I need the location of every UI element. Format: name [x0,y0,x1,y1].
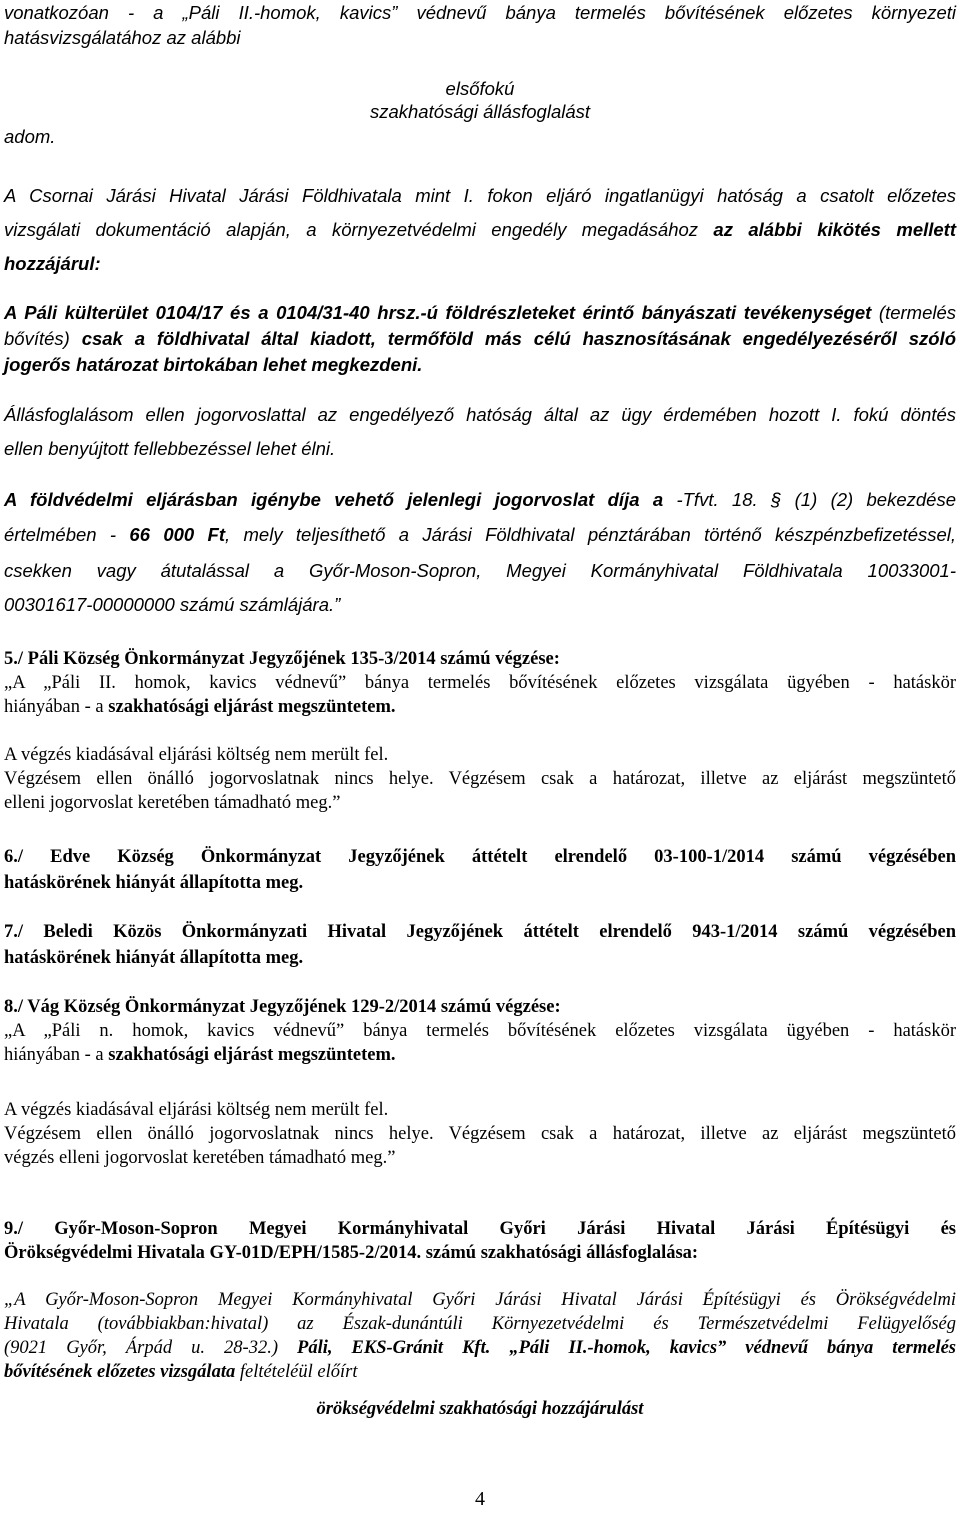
foldhivatal-p4-line-2a: értelmében - [4,524,117,545]
intro-line-2: hatásvizsgálatához az alábbi [4,27,241,48]
intro-line-1: vonatkozóan - a „Páli II.-homok, kavics” védnevű bánya termelés bővítésének előzetes környezeti [4,2,956,23]
section-5-line-2 [4,697,396,718]
section-9-quote-line-1: „A Győr-Moson-Sopron Megyei Kormányhivatal Győri Járási Hivatal Járási Építésügyi és Örökségvédelmi [4,1290,956,1310]
foldhivatal-p2-line-2a: bővítés) [4,328,70,349]
section-8-line-3: A végzés kiadásával eljárási költség nem merült fel. [4,1100,389,1120]
foldhivatal-p1-line-2a: vizsgálati dokumentáció alapján, a környezetvédelmi engedély megadásához [4,219,699,240]
section-9-line-1: 9./ Győr-Moson-Sopron Megyei Kormányhivatal Győri Járási Hivatal Járási Építésügyi és [4,1219,956,1239]
section-5-heading: 5./ Páli Község Önkormányzat Jegyzőjének 135-3/2014 számú végzése: [4,649,560,669]
section-6-line-1: 6./ Edve Község Önkormányzat Jegyzőjének áttételt elrendelő 03-100-1/2014 számú végzésében [4,847,956,867]
section-7-line-1: 7./ Beledi Közös Önkormányzati Hivatal Jegyzőjének áttételt elrendelő 943-1/2014 számú végzésében [4,922,956,942]
foldhivatal-p4-line-3: csekken vagy átutalással a Győr-Moson-Sopron, Megyei Kormányhivatal Földhivatala 10033001- [4,560,956,581]
intro-adom: adom. [4,126,56,147]
section-5-line-4: Végzésem ellen önálló jogorvoslatnak nincs helye. Végzésem csak a határozat, illetve az eljárást megszüntető [4,769,956,789]
section-9-closing: örökségvédelmi szakhatósági hozzájárulást [316,1399,644,1419]
section-8-line-4: Végzésem ellen önálló jogorvoslatnak nincs helye. Végzésem csak a határozat, illetve az eljárást megszüntető [4,1124,956,1144]
section-5-line-2a: hiányában - a [4,697,104,717]
foldhivatal-p2-line-2 [4,328,956,349]
section-5-line-2b: szakhatósági eljárást megszüntetem. [108,697,396,717]
foldhivatal-p4-line-1b: -Tfvt. 18. § (1) (2) bekezdése [676,489,956,510]
foldhivatal-p4-line-2 [4,524,956,545]
foldhivatal-p1-line-2 [4,219,956,240]
foldhivatal-p2-line-2b: csak a földhivatal által kiadott, termőföld más célú hasznosításának engedélyezéséről szóló [81,328,956,349]
foldhivatal-p3-line-2: ellen benyújtott fellebbezéssel lehet élni. [4,438,336,459]
section-9-quote-line-2: Hivatala (továbbiakban:hivatal) az Észak-dunántúli Környezetvédelmi és Természetvédelmi Felügyelőség [4,1314,956,1334]
section-9-quote-line-4b: feltételéül előírt [239,1362,358,1382]
section-8-line-1: „A „Páli n. homok, kavics védnevű” bánya termelés bővítésének előzetes vizsgálata ügyében - hatáskör [4,1021,956,1041]
foldhivatal-p3-line-1: Állásfoglalásom ellen jogorvoslattal az engedélyező hatóság által az ügy érdemében hozott I. fokú döntés [4,404,956,425]
section-9-line-2b: számú szakhatósági állásfoglalása: [425,1243,699,1263]
section-9-quote-line-4a: bővítésének előzetes vizsgálata [4,1362,236,1382]
foldhivatal-p4-line-2c: , mely teljesíthető a Járási Földhivatal pénztárában történő készpénzbefizetéssel, [225,524,957,545]
foldhivatal-p4-line-1 [4,489,956,510]
section-6-line-2: hatáskörének hiányát állapította meg. [4,873,304,893]
foldhivatal-p4-line-1a: A földvédelmi eljárásban igénybe vehető jelenlegi jogorvoslat díja a [4,489,664,510]
foldhivatal-p2-line-3: jogerős határozat birtokában lehet megkezdeni. [4,354,423,375]
foldhivatal-p4-line-4: 00301617-00000000 számú számlájára.” [4,594,341,615]
section-7-line-2: hatáskörének hiányát állapította meg. [4,948,304,968]
section-9-line-2 [4,1243,698,1264]
section-8-line-2b: szakhatósági eljárást megszüntetem. [108,1045,396,1065]
foldhivatal-p2-line-1b: (termelés [878,302,957,323]
section-8-line-5: végzés elleni jogorvoslat keretében támadható meg.” [4,1148,396,1168]
section-5-line-3: A végzés kiadásával eljárási költség nem merült fel. [4,745,389,765]
heading-szakhatosagi: szakhatósági állásfoglalást [369,101,591,122]
section-9-quote-line-4 [4,1362,357,1383]
section-8-line-2 [4,1045,396,1066]
page-number: 4 [475,1488,485,1510]
section-5-line-5: elleni jogorvoslat keretében támadható meg.” [4,793,341,813]
foldhivatal-p1-line-3: hozzájárul: [4,253,101,274]
section-8-heading: 8./ Vág Község Önkormányzat Jegyzőjének 129-2/2014 számú végzése: [4,997,561,1017]
section-9-quote-line-3a: (9021 Győr, Árpád u. 28-32.) [4,1338,278,1358]
section-8-line-2a: hiányában - a [4,1045,104,1065]
foldhivatal-p2-line-1 [4,302,956,323]
foldhivatal-p1-line-2b: az alábbi kikötés mellett [713,219,956,240]
heading-elsofoku: elsőfokú [445,78,515,99]
foldhivatal-p2-line-1a: A Páli külterület 0104/17 és a 0104/31-40 hrsz.-ú földrészleteket érintő bányászati tevékenységet [4,302,872,323]
section-9-line-2a: Örökségvédelmi Hivatala GY-01D/EPH/1585-2/2014. [4,1243,422,1263]
section-9-quote-line-3 [4,1338,956,1359]
foldhivatal-p1-line-1: A Csornai Járási Hivatal Járási Földhivatala mint I. fokon eljáró ingatlanügyi hatóság a csatolt előzetes [4,185,956,206]
section-5-line-1: „A „Páli II. homok, kavics védnevű” bánya termelés bővítésének előzetes vizsgálata ügyében - hatáskör [4,673,956,693]
foldhivatal-p4-line-2b: 66 000 Ft [129,524,226,545]
section-9-quote-line-3b: Páli, EKS-Gránit Kft. „Páli II.-homok, kavics” védnevű bánya termelés [297,1338,957,1358]
